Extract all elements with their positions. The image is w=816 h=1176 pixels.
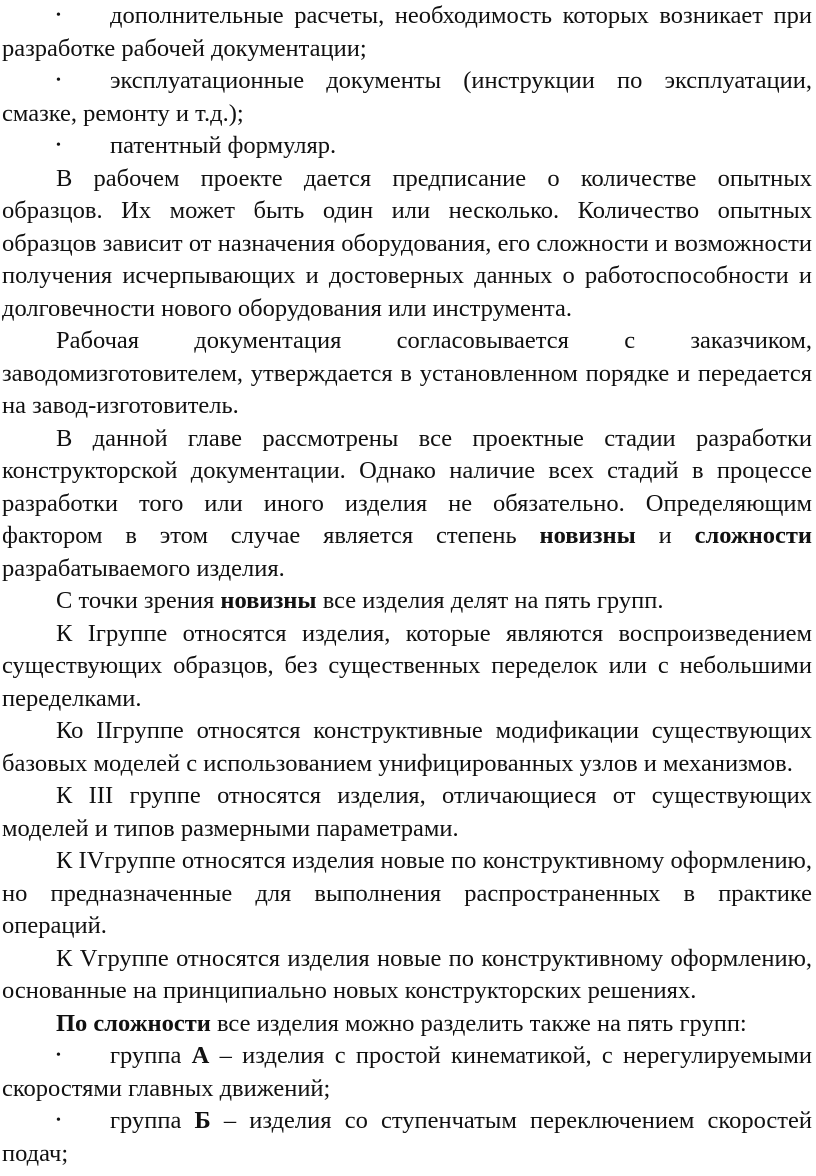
paragraph-group-3: К III группе относятся изделия, отличающиеся от существующих моделей и типов размерными параметрами.	[2, 782, 812, 842]
text-run: разрабатываемого изделия.	[2, 554, 285, 582]
bullet-dot: •	[56, 8, 61, 23]
paragraph-group-1: К Iгруппе относятся изделия, которые являются воспроизведением существующих образцов, без существенных переделок или с небольшими переделками.	[2, 619, 812, 712]
bullet-dot: •	[56, 73, 61, 88]
text-run: В данной главе рассмотрены все проектные стадии разработки конструкторской документации. Однако наличие всех стадий в процессе разработки того или иного изделия не обязательно. Определяющим фактором в этом случае является степень	[2, 424, 812, 549]
paragraph-group-4: К IVгруппе относятся изделия новые по конструктивному оформлению, но предназначенные для выполнения распространенных в практике операций.	[2, 847, 812, 939]
bullet-dot: •	[56, 138, 61, 153]
text-run: и	[635, 522, 695, 549]
paragraph-group-5: К Vгруппе относятся изделия новые по конструктивному оформлению, основанные на принципиально новых конструкторских решениях.	[2, 944, 812, 1004]
paragraph-prototypes: В рабочем проекте дается предписание о количестве опытных образцов. Их может быть один или несколько. Количество опытных образцов зависит от назначения оборудования, его сложности и возможности получения исчерпывающих и достоверных данных о работоспособности и долговечности нового оборудования или инструмента.	[2, 164, 812, 322]
bullet-dot: •	[56, 1048, 61, 1063]
paragraph-stages	[2, 423, 812, 586]
text-run: – изделия с простой кинематикой, с нерегулируемыми скоростями главных движений;	[2, 1042, 813, 1102]
bullet-text: дополнительные расчеты, необходимость которых возникает при разработке рабочей документации;	[2, 2, 812, 62]
text-run: все изделия делят на пять групп.	[316, 587, 664, 614]
bullet-item	[2, 65, 812, 130]
bullet-item	[2, 130, 812, 163]
bold-group-letter: А	[191, 1042, 210, 1069]
bullet-item	[2, 1105, 812, 1170]
bullet-text: эксплуатационные документы (инструкции по эксплуатации, смазке, ремонту и т.д.);	[2, 67, 812, 127]
bullet-item	[2, 1040, 812, 1105]
bold-novelty: новизны	[220, 587, 317, 614]
bold-complexity: сложности	[694, 522, 812, 549]
text-run: С точки зрения	[56, 587, 221, 614]
text-run: все изделия можно разделить также на пять групп:	[210, 1009, 747, 1037]
bold-novelty: новизны	[539, 522, 636, 549]
text-run: группа	[110, 1107, 195, 1134]
bullet-item	[2, 0, 812, 65]
paragraph-group-2: Ко IIгруппе относятся конструктивные модификации существующих базовых моделей с использованием унифицированных узлов и механизмов.	[2, 717, 812, 777]
bold-group-letter: Б	[194, 1107, 211, 1134]
text-run: – изделия со ступенчатым переключением скоростей подач;	[2, 1107, 812, 1167]
bullet-dot: •	[56, 1113, 61, 1128]
paragraph-novelty-groups	[2, 585, 812, 618]
paragraph-complexity-groups	[2, 1008, 812, 1041]
bullet-text: патентный формуляр.	[110, 132, 337, 159]
bold-complexity: По сложности	[56, 1009, 211, 1037]
paragraph-approval: Рабочая документация согласовывается с заказчиком, заводомизготовителем, утверждается в установленном порядке и передается на завод-изготовитель.	[2, 327, 812, 419]
text-run: группа	[110, 1042, 192, 1069]
